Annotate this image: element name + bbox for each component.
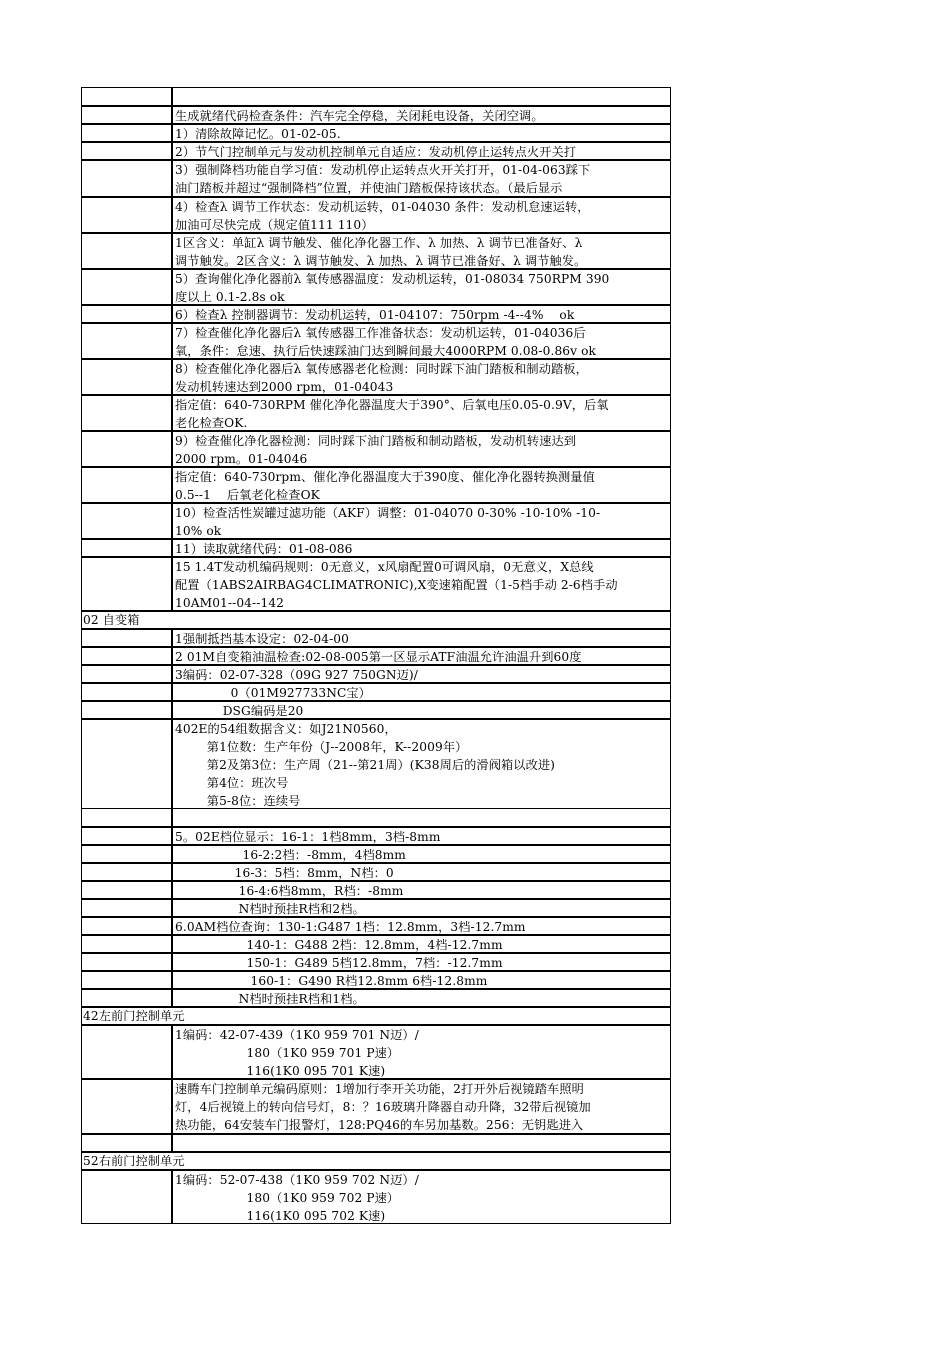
- row-label-cell[interactable]: [81, 88, 173, 105]
- text-line: N档时预挂R档和1档。: [175, 992, 365, 1006]
- text-line: 150-1：G489 5档12.8mm，7档：-12.7mm: [175, 956, 503, 970]
- table-row: [81, 700, 671, 718]
- table-row: [81, 105, 671, 123]
- cell-text: [175, 396, 609, 432]
- row-content-cell[interactable]: [173, 1008, 671, 1024]
- text-line: 3）强制降档功能自学习值：发动机停止运转点火开关打开，01-04-063踩下: [175, 163, 591, 177]
- table-row: [81, 268, 671, 304]
- row-label-cell[interactable]: [81, 1080, 173, 1133]
- text-line: 老化检查OK.: [175, 416, 248, 430]
- row-content-cell[interactable]: [173, 88, 671, 105]
- row-content-cell[interactable]: [173, 809, 671, 826]
- table-row: [81, 1169, 671, 1223]
- table-row: [81, 934, 671, 952]
- row-label-cell[interactable]: [81, 648, 173, 664]
- row-label-cell[interactable]: [81, 306, 173, 322]
- section-header-row: [81, 1006, 671, 1024]
- text-line: 指定值：640-730rpm、催化净化器温度大于390度、催化净化器转换测量值: [175, 470, 595, 484]
- table-row: [81, 538, 671, 556]
- cell-text: [175, 270, 609, 306]
- row-label-cell[interactable]: [81, 936, 173, 952]
- cell-text: 42左前门控制单元: [83, 1009, 185, 1023]
- text-line: 8）检查催化净化器后λ 氧传感器老化检测：同时踩下油门踏板和制动踏板，: [175, 362, 588, 376]
- text-line: 氧，条件：怠速、执行后快速踩油门达到瞬间最大4000RPM 0.08-0.86v ok: [175, 344, 597, 358]
- table-row: [81, 826, 671, 844]
- cell-text: [175, 1171, 419, 1225]
- row-label-cell[interactable]: [81, 324, 173, 358]
- table-row: [81, 808, 671, 826]
- row-label-cell[interactable]: [81, 540, 173, 556]
- text-line: 15 1.4T发动机编码规则：0无意义，x风扇配置0可调风扇，0无意义，X总线: [175, 560, 594, 574]
- text-line: 160-1：G490 R档12.8mm 6档-12.8mm: [175, 974, 488, 988]
- table-row: [81, 141, 671, 159]
- text-line: 1编码：52-07-438（1K0 959 702 N迈）/: [175, 1173, 419, 1187]
- row-label-cell[interactable]: [81, 396, 173, 430]
- table-row: [81, 196, 671, 232]
- row-label-cell[interactable]: [81, 270, 173, 304]
- text-line: 6）检查λ 控制器调节：发动机运转，01-04107：750rpm -4--4% ok: [175, 308, 575, 322]
- row-label-cell[interactable]: [81, 432, 173, 466]
- row-label-cell[interactable]: [81, 720, 173, 808]
- table-row: [81, 862, 671, 880]
- text-line: 第2及第3位：生产周（21--第21周）(K38周后的滑阀箱以改进): [175, 758, 556, 772]
- table-row: [81, 682, 671, 700]
- table-row: [81, 952, 671, 970]
- text-line: 10）检查活性炭罐过滤功能（AKF）调整：01-04070 0-30% -10-10% -10-: [175, 506, 601, 520]
- text-line: 调节触发。2区含义：λ 调节触发、λ 加热、λ 调节已准备好、λ 调节触发。: [175, 254, 587, 268]
- text-line: 16-4:6档8mm，R档：-8mm: [175, 884, 404, 898]
- text-line: 180（1K0 959 702 P速）: [175, 1191, 400, 1205]
- text-line: 116(1K0 095 702 K速): [175, 1209, 386, 1223]
- row-label-cell[interactable]: [81, 107, 173, 123]
- row-label-cell[interactable]: [81, 1171, 173, 1223]
- text-line: 7）检查催化净化器后λ 氧传感器工作准备状态：发动机运转，01-04036后: [175, 326, 586, 340]
- row-label-cell[interactable]: [81, 125, 173, 141]
- text-line: 度以上 0.1-2.8s ok: [175, 290, 285, 304]
- text-line: 2000 rpm。01-04046: [175, 452, 308, 466]
- row-label-cell[interactable]: [81, 143, 173, 159]
- table-row: [81, 844, 671, 862]
- text-line: 3编码：02-07-328（09G 927 750GN迈)/: [175, 668, 418, 682]
- cell-text: [175, 198, 590, 234]
- row-label-cell[interactable]: [81, 809, 173, 826]
- row-label-cell[interactable]: [81, 1135, 173, 1151]
- text-line: 180（1K0 959 701 P速）: [175, 1046, 400, 1060]
- table-bottom-border: [81, 1223, 671, 1224]
- row-label-cell[interactable]: [81, 990, 173, 1006]
- text-line: 指定值：640-730RPM 催化净化器温度大于390°、后氧电压0.05-0.9V，后氧: [175, 398, 609, 412]
- row-label-cell[interactable]: [81, 1026, 173, 1078]
- cell-text: [175, 360, 588, 396]
- text-line: 1）清除故障记忆。01-02-05.: [175, 127, 341, 141]
- table-row: [81, 880, 671, 898]
- table-row: [81, 87, 671, 105]
- row-label-cell[interactable]: [81, 684, 173, 700]
- text-line: 生成就绪代码检查条件：汽车完全停稳，关闭耗电设备，关闭空调。: [175, 109, 544, 123]
- table-row: [81, 628, 671, 646]
- row-label-cell[interactable]: [81, 198, 173, 232]
- cell-text: [175, 1026, 419, 1080]
- cell-text: [175, 468, 595, 504]
- text-line: 0.5--1 后氧老化检查OK: [175, 488, 320, 502]
- table-row: [81, 718, 671, 808]
- row-label-cell[interactable]: [81, 954, 173, 970]
- text-line: 10% ok: [175, 524, 222, 538]
- row-label-cell[interactable]: [81, 864, 173, 880]
- text-line: 热功能，64安装车门报警灯，128:PQ46的车另加基数。256：无钥匙进入: [175, 1118, 584, 1132]
- row-label-cell[interactable]: [81, 666, 173, 682]
- text-line: DSG编码是20: [175, 704, 304, 718]
- table-row: [81, 304, 671, 322]
- row-label-cell[interactable]: [81, 161, 173, 196]
- text-line: 6.0AM档位查询：130-1:G487 1档：12.8mm，3档-12.7mm: [175, 920, 526, 934]
- text-line: 1区含义：单缸λ 调节触发、催化净化器工作、λ 加热、λ 调节已准备好、λ: [175, 236, 583, 250]
- text-line: 发动机转速达到2000 rpm，01-04043: [175, 380, 394, 394]
- table-row: [81, 898, 671, 916]
- text-line: 1强制抵挡基本设定：02-04-00: [175, 632, 350, 646]
- text-line: 油门踏板并超过“强制降档”位置，并使油门踏板保持该状态。（最后显示: [175, 181, 563, 195]
- text-line: 116(1K0 095 701 K速): [175, 1064, 386, 1078]
- row-label-cell[interactable]: [81, 846, 173, 862]
- row-label-cell[interactable]: [81, 972, 173, 988]
- text-line: 9）检查催化净化器检测：同时踩下油门踏板和制动踏板，发动机转速达到: [175, 434, 577, 448]
- table-row: [81, 988, 671, 1006]
- text-line: 速腾车门控制单元编码原则：1增加行李开关功能，2打开外后视镜踏车照明: [175, 1082, 584, 1096]
- row-label-cell[interactable]: [81, 828, 173, 844]
- text-line: 加油可尽快完成（规定值111 110）: [175, 218, 374, 232]
- row-label-cell[interactable]: [81, 900, 173, 916]
- table-row: [81, 322, 671, 358]
- cell-text: [175, 324, 596, 360]
- text-line: 16-2:2档：-8mm，4档8mm: [175, 848, 406, 862]
- table-row: [81, 646, 671, 664]
- cell-text: 02 自变箱: [83, 613, 140, 627]
- table-row: [81, 123, 671, 141]
- row-label-cell[interactable]: [81, 630, 173, 646]
- table-row: [81, 430, 671, 466]
- section-header-row: [81, 610, 671, 628]
- table-row: [81, 466, 671, 502]
- text-line: 11）读取就绪代码：01-08-086: [175, 542, 353, 556]
- table-row: [81, 159, 671, 196]
- text-line: 第4位：班次号: [175, 776, 289, 790]
- text-line: 5）查询催化净化器前λ 氧传感器温度：发动机运转，01-08034 750RPM 390: [175, 272, 610, 286]
- cell-text: [175, 234, 586, 270]
- text-line: 4）检查λ 调节工作状态：发动机运转，01-04030 条件：发动机怠速运转，: [175, 200, 590, 214]
- table-row: [81, 502, 671, 538]
- text-line: 2）节气门控制单元与发动机控制单元自适应：发动机停止运转点火开关打: [175, 145, 577, 159]
- table-row: [81, 358, 671, 394]
- text-line: 配置（1ABS2AIRBAG4CLIMATRONIC),X变速箱配置（1-5档手动 2-6档手动: [175, 578, 618, 592]
- row-label-cell[interactable]: [81, 702, 173, 718]
- text-line: 1编码：42-07-439（1K0 959 701 N迈）/: [175, 1028, 419, 1042]
- row-label-cell[interactable]: [81, 918, 173, 934]
- text-line: 140-1：G488 2档：12.8mm，4档-12.7mm: [175, 938, 503, 952]
- cell-text: [175, 432, 576, 468]
- cell-text: 52右前门控制单元: [83, 1154, 185, 1168]
- cell-text: [175, 161, 590, 197]
- table-row: [81, 232, 671, 268]
- table-row: [81, 970, 671, 988]
- table-row: [81, 664, 671, 682]
- table-row: [81, 1078, 671, 1133]
- text-line: 402E的54组数据含义：如J21N0560，: [175, 722, 397, 736]
- table-row: [81, 1133, 671, 1151]
- row-label-cell[interactable]: [81, 360, 173, 394]
- table-row: [81, 556, 671, 610]
- row-label-cell[interactable]: [81, 234, 173, 268]
- row-content-cell[interactable]: [173, 1135, 671, 1151]
- text-line: 10AM01--04--142: [175, 596, 285, 610]
- cell-text: [175, 558, 618, 612]
- text-line: N档时预挂R档和2档。: [175, 902, 365, 916]
- text-line: 16-3：5档：8mm，N档：0: [175, 866, 394, 880]
- text-line: 第5-8位：连续号: [175, 794, 301, 808]
- table-row: [81, 1024, 671, 1078]
- text-line: 0（01M927733NC宝）: [175, 686, 371, 700]
- cell-text: [175, 504, 600, 540]
- row-content-cell[interactable]: [173, 1153, 671, 1169]
- text-line: 5。02E档位显示：16-1：1档8mm，3档-8mm: [175, 830, 441, 844]
- row-label-cell[interactable]: [81, 882, 173, 898]
- cell-text: [175, 720, 555, 810]
- section-header-row: [81, 1151, 671, 1169]
- table-row: [81, 394, 671, 430]
- row-label-cell[interactable]: [81, 558, 173, 610]
- row-content-cell[interactable]: [173, 612, 671, 628]
- text-line: 灯，4后视镜上的转向信号灯，8：？16玻璃升降器自动升降，32带后视镜加: [175, 1100, 591, 1114]
- text-line: 2 01M自变箱油温检查:02-08-005第一区显示ATF油温允许油温升到60度: [175, 650, 582, 664]
- row-label-cell[interactable]: [81, 468, 173, 502]
- cell-text: [175, 1080, 591, 1134]
- table-row: [81, 916, 671, 934]
- row-label-cell[interactable]: [81, 504, 173, 538]
- spreadsheet: [81, 87, 671, 1223]
- text-line: 第1位数：生产年份（J--2008年，K--2009年）: [175, 740, 468, 754]
